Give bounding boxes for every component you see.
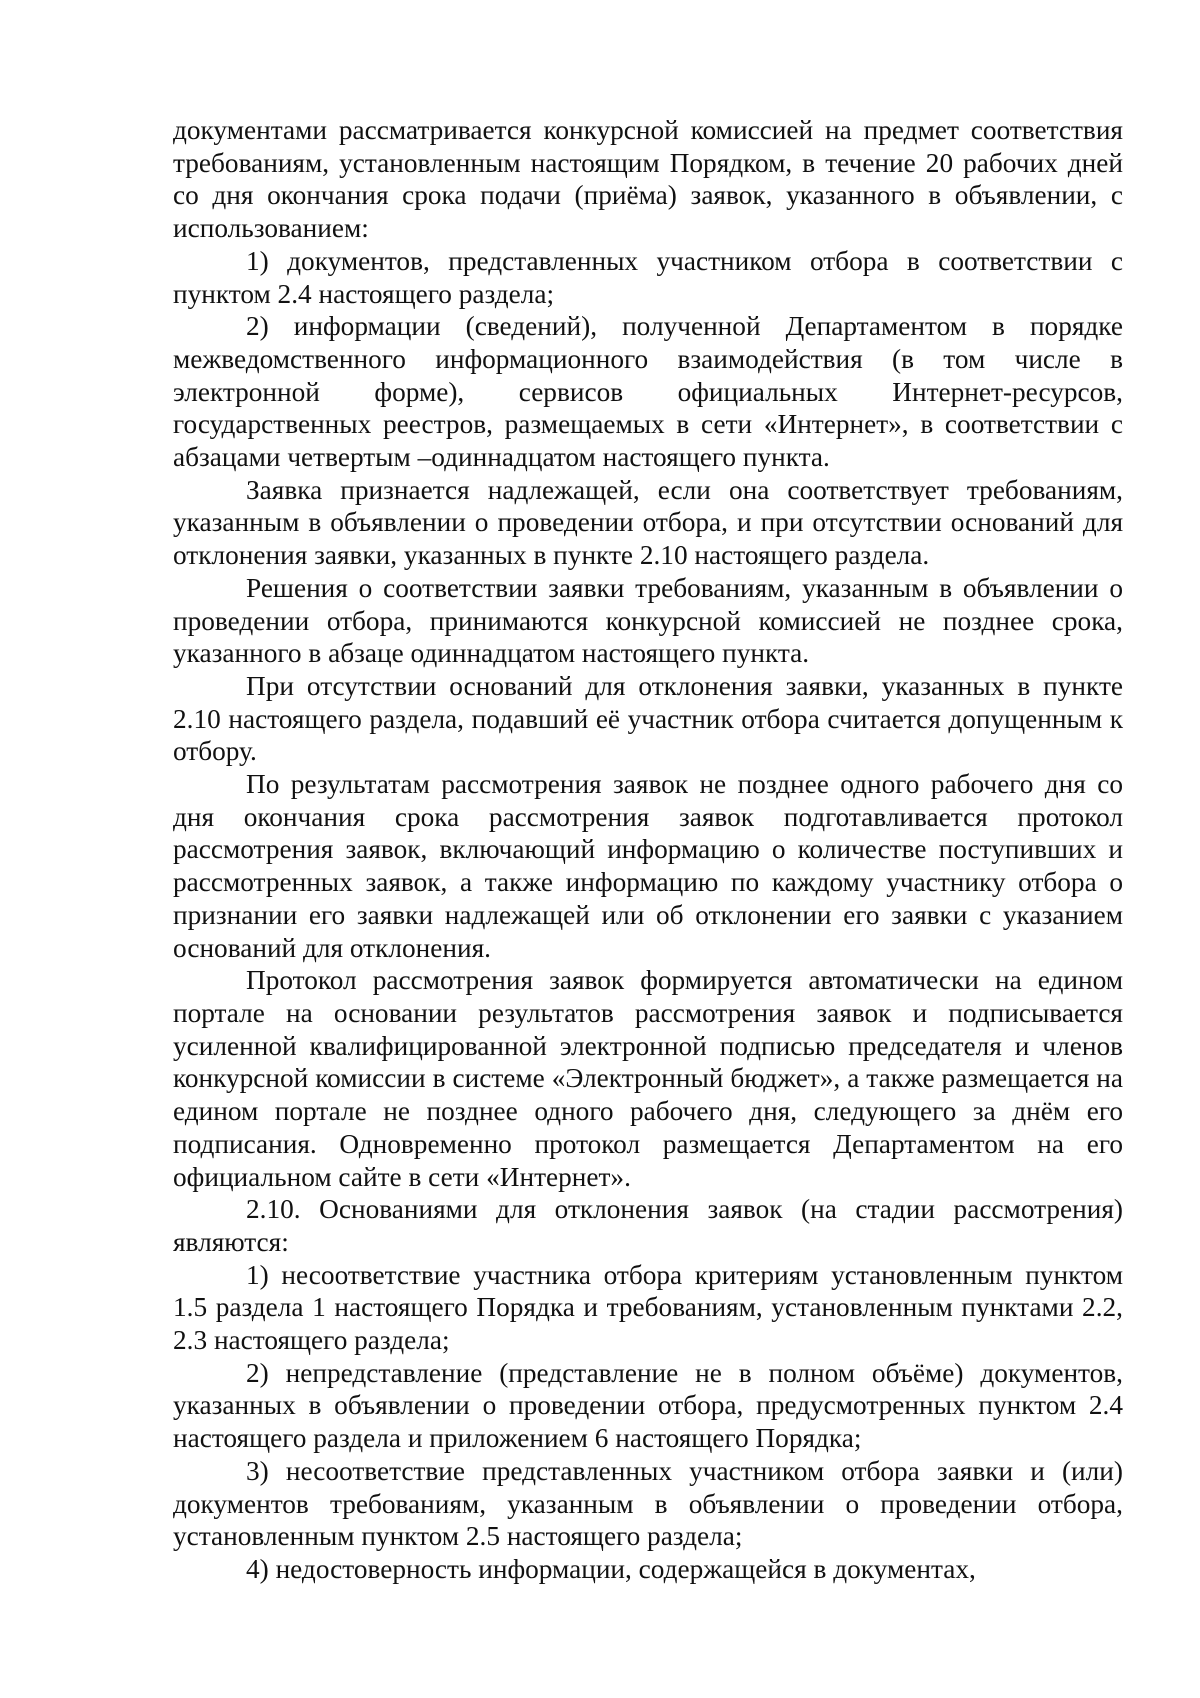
paragraph-item-2-information: 2) информации (сведений), полученной Департаментом в порядке межведомственного информационного взаимодействия (в том числе в электронной форме), сервисов официальных Интернет-ресурсов, государственных реестров, размещаемых в сети «Интернет», в соответствии с абзацами четвертым –одиннадцатом настоящего пункта. bbox=[173, 311, 1123, 473]
paragraph-application-proper: Заявка признается надлежащей, если она соответствует требованиям, указанным в объявлении о проведении отбора, и при отсутствии оснований для отклонения заявки, указанных в пункте 2.10 настоящего раздела. bbox=[173, 474, 1123, 571]
paragraph-continuation: документами рассматривается конкурсной комиссией на предмет соответствия требованиям, установленным настоящим Порядком, в течение 20 рабочих дней со дня окончания срока подачи (приёма) заявок, указанного в объявлении, с использованием: bbox=[173, 115, 1123, 244]
paragraph-ground-1: 1) несоответствие участника отбора критериям установленным пунктом 1.5 раздела 1 настоящего Порядка и требованиям, установленным пунктами 2.2, 2.3 настоящего раздела; bbox=[173, 1259, 1123, 1356]
document-page bbox=[173, 114, 1123, 1586]
paragraph-item-1-documents: 1) документов, представленных участником отбора в соответствии с пунктом 2.4 настоящего раздела; bbox=[173, 245, 1123, 309]
paragraph-ground-4: 4) недостоверность информации, содержащейся в документах, bbox=[246, 1553, 976, 1584]
paragraph-ground-2: 2) непредставление (представление не в полном объёме) документов, указанных в объявлении о проведении отбора, предусмотренных пунктом 2.4 настоящего раздела и приложением 6 настоящего Порядка; bbox=[173, 1357, 1123, 1454]
paragraph-section-2-10: 2.10. Основаниями для отклонения заявок (на стадии рассмотрения) являются: bbox=[173, 1194, 1123, 1257]
paragraph-protocol-formation: Протокол рассмотрения заявок формируется автоматически на едином портале на основании результатов рассмотрения заявок и подписывается усиленной квалифицированной электронной подписью председателя и членов конкурсной комиссии в системе «Электронный бюджет», а также размещается на едином портале не позднее одного рабочего дня, следующего за днём его подписания. Одновременно протокол размещается Департаментом на его официальном сайте в сети «Интернет». bbox=[173, 965, 1123, 1192]
paragraph-decisions: Решения о соответствии заявки требованиям, указанным в объявлении о проведении отбора, принимаются конкурсной комиссией не позднее срока, указанного в абзаце одиннадцатом настоящего пункта. bbox=[173, 572, 1123, 669]
paragraph-admitted: При отсутствии оснований для отклонения заявки, указанных в пункте 2.10 настоящего раздела, подавший её участник отбора считается допущенным к отбору. bbox=[173, 670, 1123, 767]
paragraph-ground-3: 3) несоответствие представленных участником отбора заявки и (или) документов требованиям, указанным в объявлении о проведении отбора, установленным пунктом 2.5 настоящего раздела; bbox=[173, 1455, 1123, 1552]
paragraph-protocol-preparation: По результатам рассмотрения заявок не позднее одного рабочего дня со дня окончания срока рассмотрения заявок подготавливается протокол рассмотрения заявок, включающий информацию о количестве поступивших и рассмотренных заявок, а также информацию по каждому участнику отбора о признании его заявки надлежащей или об отклонении его заявки с указанием оснований для отклонения. bbox=[173, 769, 1123, 963]
